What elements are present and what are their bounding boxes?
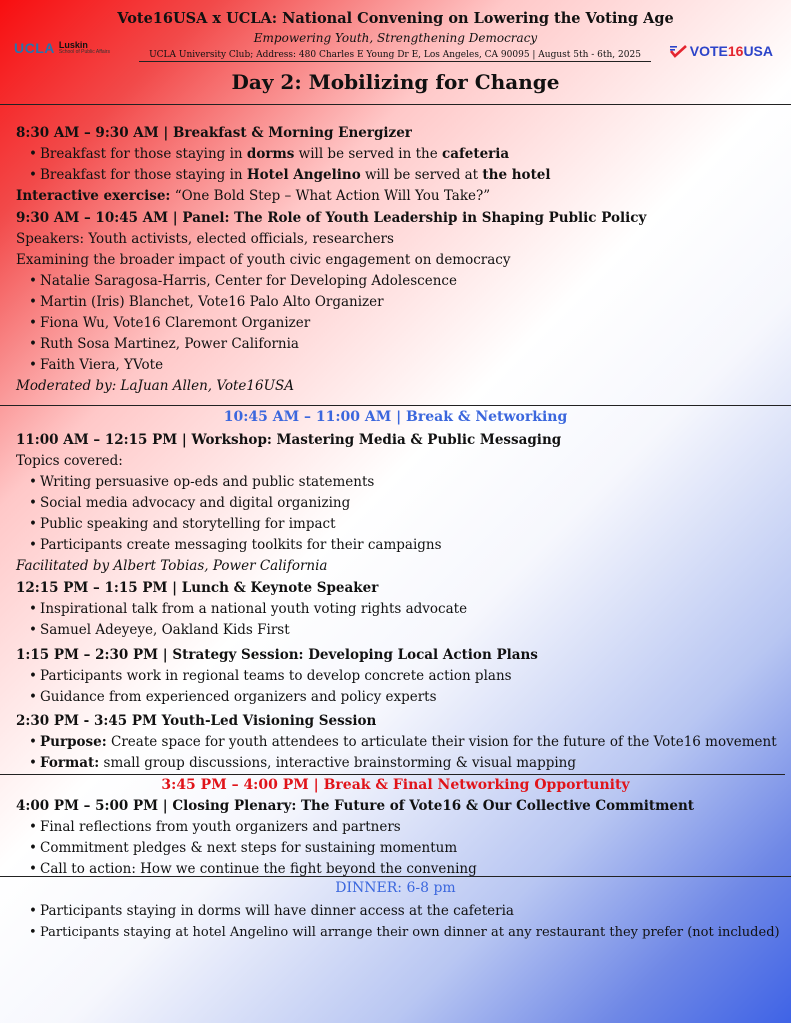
ucla-logo-text: UCLA: [14, 40, 55, 56]
check-flag-icon: [670, 45, 687, 58]
list-item: • Writing persuasive op-eds and public statements: [16, 472, 561, 493]
workshop-section: [16, 430, 561, 577]
list-item: • Participants work in regional teams to develop concrete action plans: [16, 666, 538, 687]
visioning-section: [16, 711, 777, 774]
day-title: Day 2: Mobilizing for Change: [231, 70, 560, 94]
list-item: • Ruth Sosa Martinez, Power California: [16, 334, 646, 355]
breakfast-section: [16, 123, 551, 207]
list-item: • Breakfast for those staying in Hotel Angelino will be served at the hotel: [16, 165, 551, 186]
panel-moderator: Moderated by: LaJuan Allen, Vote16USA: [16, 378, 294, 394]
workshop-facilitator: Facilitated by Albert Tobias, Power California: [16, 558, 328, 574]
divider: [0, 104, 791, 105]
luskin-text: Luskin: [58, 40, 88, 50]
dinner-section: [16, 901, 780, 943]
panel-time: 9:30 AM – 10:45 AM | Panel: The Role of Youth Leadership in Shaping Public Policy: [16, 210, 647, 226]
divider: [0, 774, 785, 775]
panel-description: Examining the broader impact of youth civic engagement on democracy: [16, 252, 511, 268]
interactive-exercise: Interactive exercise: “One Bold Step – What Action Will You Take?”: [16, 188, 491, 204]
list-item: • Final reflections from youth organizers and partners: [16, 817, 694, 838]
list-item: • Martin (Iris) Blanchet, Vote16 Palo Alto Organizer: [16, 292, 646, 313]
list-item: • Social media advocacy and digital organizing: [16, 493, 561, 514]
breakfast-time: 8:30 AM – 9:30 AM | Breakfast & Morning Energizer: [16, 125, 412, 141]
strategy-section: [16, 645, 538, 708]
list-item: • Natalie Saragosa-Harris, Center for Developing Adolescence: [16, 271, 646, 292]
list-item: • Fiona Wu, Vote16 Claremont Organizer: [16, 313, 646, 334]
list-item: • Faith Viera, YVote: [16, 355, 646, 376]
lunch-section: [16, 578, 467, 641]
dinner-title: DINNER: 6-8 pm: [335, 880, 456, 896]
vote16usa-logo: VOTE 16 USA: [670, 43, 773, 59]
break-final-networking: 3:45 PM – 4:00 PM | Break & Final Networking Opportunity: [161, 777, 630, 793]
list-item: • Call to action: How we continue the fight beyond the convening: [16, 859, 694, 880]
list-item: • Commitment pledges & next steps for sustaining momentum: [16, 838, 694, 859]
divider: [0, 405, 791, 406]
list-item: • Format: small group discussions, interactive brainstorming & visual mapping: [16, 753, 777, 774]
venue-address: UCLA University Club; Address: 480 Charles E Young Dr E, Los Angeles, CA 90095 | August 5th - 6th, 2025: [139, 50, 651, 62]
closing-time: 4:00 PM – 5:00 PM | Closing Plenary: The Future of Vote16 & Our Collective Commitment: [16, 798, 695, 814]
panel-speakers: Speakers: Youth activists, elected officials, researchers: [16, 231, 394, 247]
document-header: [0, 0, 791, 104]
visioning-time: 2:30 PM - 3:45 PM Youth-Led Visioning Session: [16, 713, 377, 729]
document-subtitle: Empowering Youth, Strengthening Democracy: [253, 31, 538, 45]
list-item: • Participants staying in dorms will have dinner access at the cafeteria: [16, 901, 780, 922]
list-item: • Inspirational talk from a national youth voting rights advocate: [16, 599, 467, 620]
lunch-time: 12:15 PM – 1:15 PM | Lunch & Keynote Speaker: [16, 580, 379, 596]
strategy-time: 1:15 PM – 2:30 PM | Strategy Session: Developing Local Action Plans: [16, 647, 538, 663]
document-title: Vote16USA x UCLA: National Convening on Lowering the Voting Age: [117, 10, 674, 27]
workshop-time: 11:00 AM – 12:15 PM | Workshop: Mastering Media & Public Messaging: [16, 432, 562, 448]
list-item: • Purpose: Create space for youth attendees to articulate their vision for the future of the Vote16 movement: [16, 732, 777, 753]
divider: [0, 876, 791, 877]
list-item: • Participants staying at hotel Angelino will arrange their own dinner at any restaurant they prefer (not included): [16, 922, 780, 943]
school-text: School of Public Affairs: [58, 49, 110, 55]
list-item: • Public speaking and storytelling for impact: [16, 514, 561, 535]
break-networking: 10:45 AM – 11:00 AM | Break & Networking: [223, 409, 568, 425]
list-item: • Guidance from experienced organizers and policy experts: [16, 687, 538, 708]
list-item: • Participants create messaging toolkits for their campaigns: [16, 535, 561, 556]
list-item: • Breakfast for those staying in dorms will be served in the cafeteria: [16, 144, 551, 165]
closing-section: [16, 796, 694, 880]
list-item: • Samuel Adeyeye, Oakland Kids First: [16, 620, 467, 641]
panel-section: [16, 208, 646, 397]
workshop-topics-label: Topics covered:: [16, 453, 123, 469]
